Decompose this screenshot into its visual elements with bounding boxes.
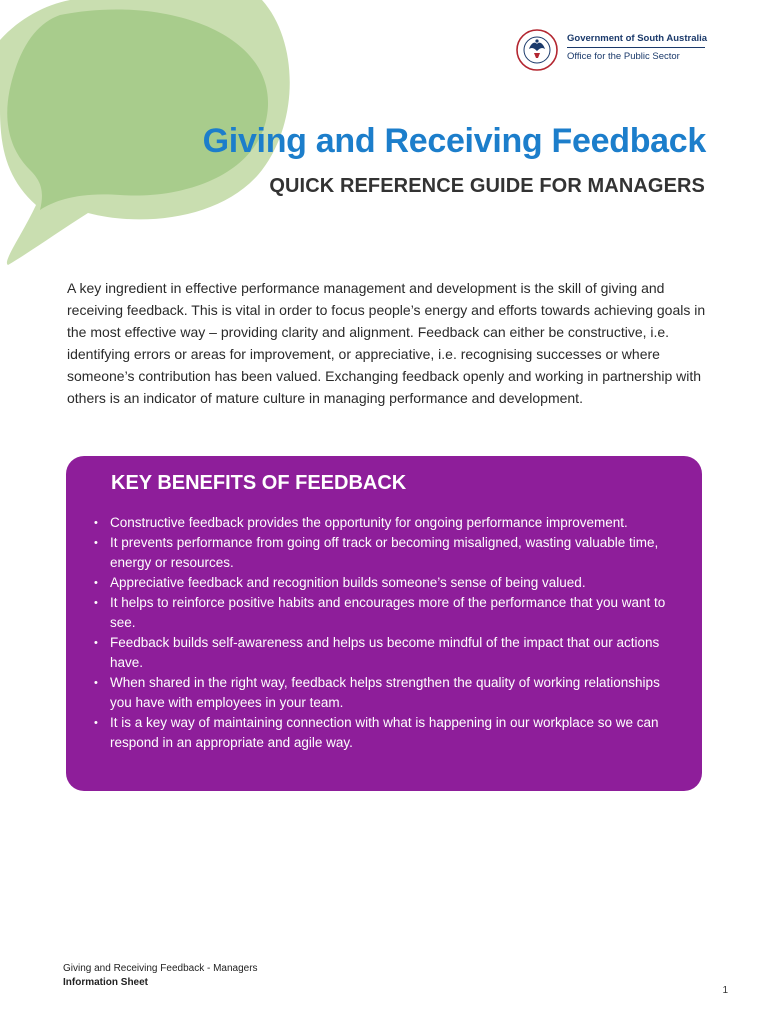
page-footer xyxy=(63,962,258,990)
state-seal-icon xyxy=(516,29,558,71)
page-number: 1 xyxy=(722,985,728,996)
benefit-item: • Constructive feedback provides the opportunity for ongoing performance improvement. xyxy=(110,513,680,533)
organization-name: Government of South Australia xyxy=(567,33,708,44)
page-title: Giving and Receiving Feedback xyxy=(202,122,706,160)
benefits-list xyxy=(110,513,680,753)
footer-doc-title: Giving and Receiving Feedback - Managers xyxy=(63,963,258,974)
department-name: Office for the Public Sector xyxy=(567,51,680,62)
intro-paragraph: A key ingredient in effective performance management and development is the skill of giving and receiving feedback. This is vital in order to focus people’s energy and efforts towards achieving goals in the most effective way – providing clarity and alignment. Feedback can either be constructive, i.e. identifying errors or areas for improvement, or appreciative, i.e. recognising successes or where someone’s contribution has been valued. Exchanging feedback openly and working in partnership with others is an indicator of mature culture in managing performance and development. xyxy=(67,280,706,406)
page-subtitle: QUICK REFERENCE GUIDE FOR MANAGERS xyxy=(269,175,705,197)
benefit-item: • It prevents performance from going off track or becoming misaligned, wasting valuable time, energy or resources. xyxy=(110,533,680,573)
footer-doc-type: Information Sheet xyxy=(63,977,149,988)
benefit-item: • It is a key way of maintaining connection with what is happening in our workplace so we can respond in an appropriate and agile way. xyxy=(110,713,680,753)
key-benefits-panel xyxy=(66,456,702,791)
logo-text xyxy=(567,32,708,63)
benefit-item: • Feedback builds self-awareness and helps us become mindful of the impact that our actions have. xyxy=(110,633,680,673)
logo-divider xyxy=(567,47,705,48)
government-logo xyxy=(516,29,711,71)
benefit-item: • Appreciative feedback and recognition builds someone’s sense of being valued. xyxy=(110,573,680,593)
benefits-heading: KEY BENEFITS OF FEEDBACK xyxy=(111,472,407,494)
benefit-item: • It helps to reinforce positive habits and encourages more of the performance that you want to see. xyxy=(110,593,680,633)
benefit-item: • When shared in the right way, feedback helps strengthen the quality of working relationships you have with employees in your team. xyxy=(110,673,680,713)
